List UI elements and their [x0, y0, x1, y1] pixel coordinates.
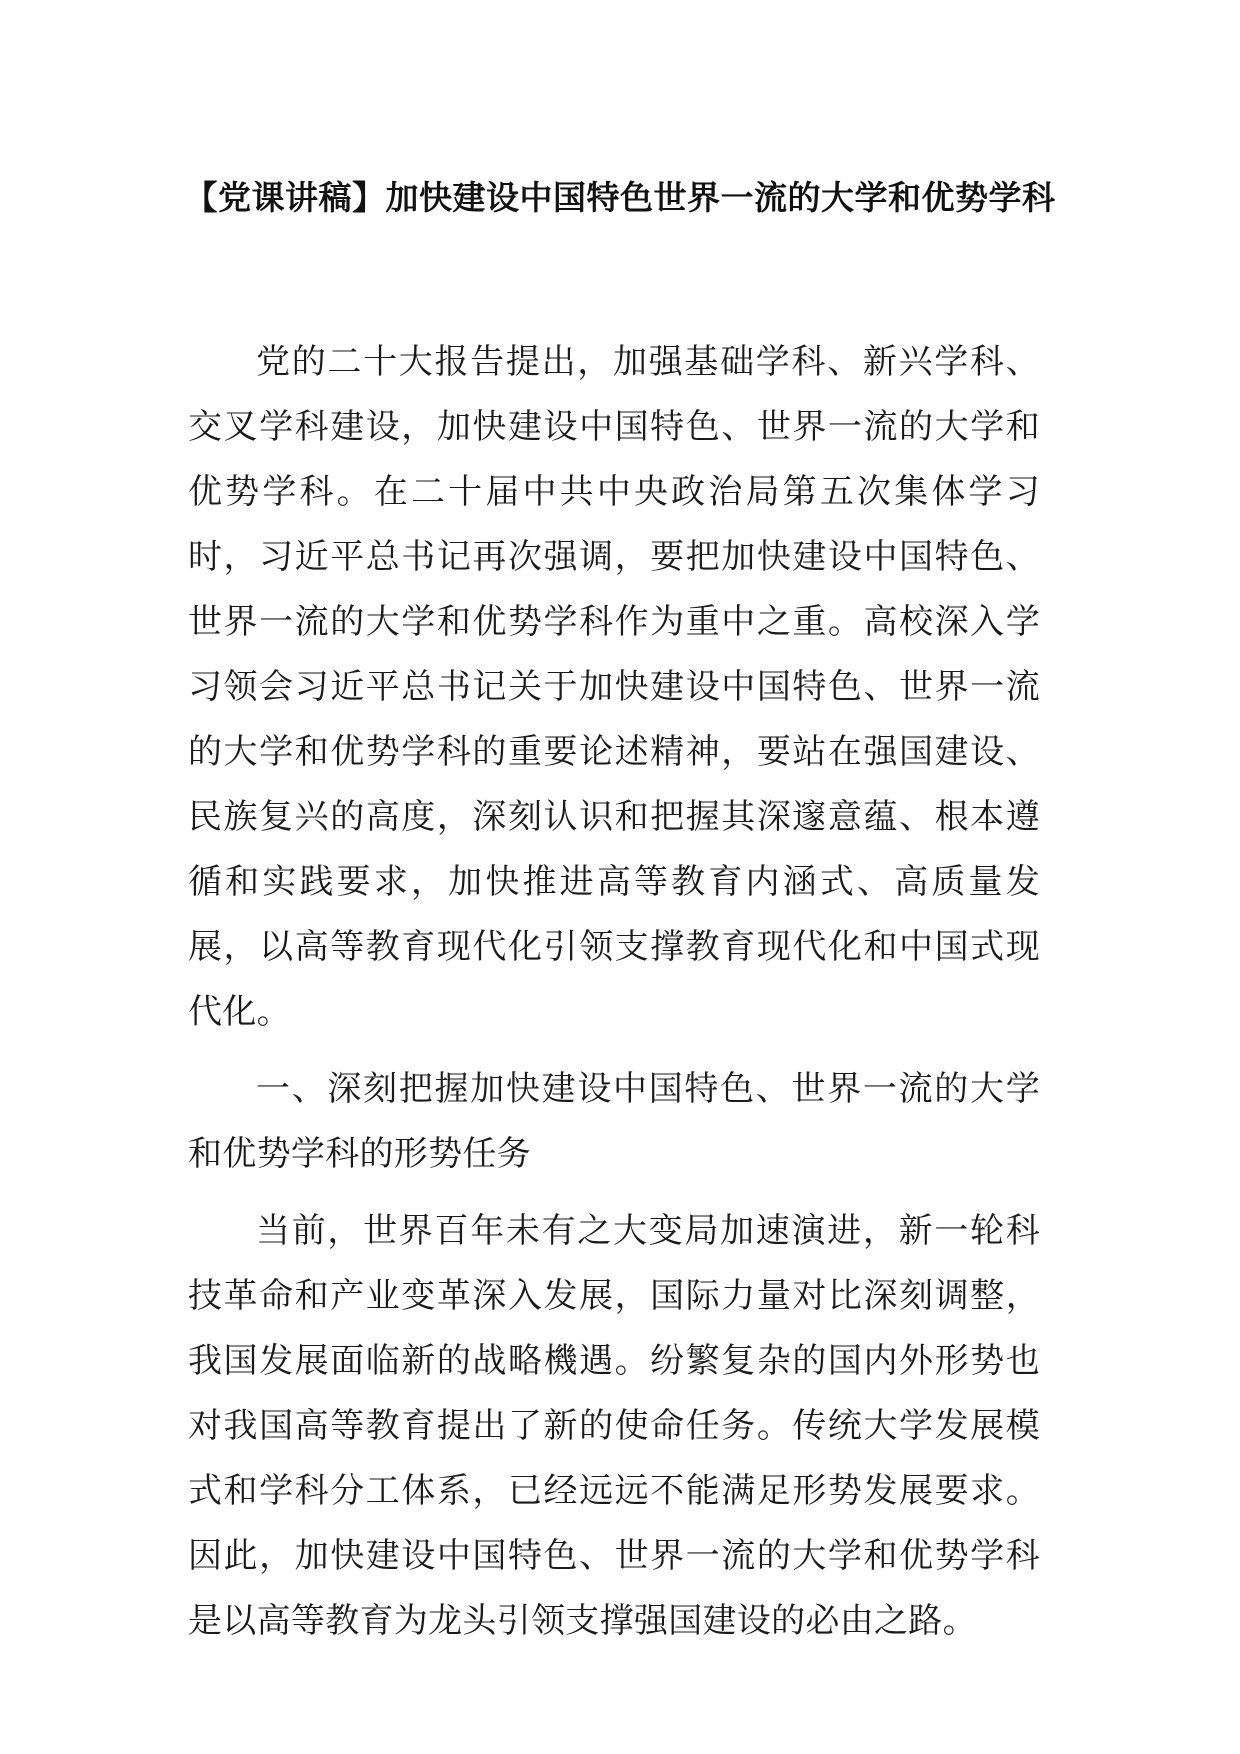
- paragraph-situation: 当前，世界百年未有之大变局加速演进，新一轮科技革命和产业变革深入发展，国际力量对比深刻调整，我国发展面临新的战略機遇。纷繁复杂的国内外形势也对我国高等教育提出了新的使命任务。传统大学发展模式和学科分工体系，已经远远不能满足形势发展要求。因此，加快建设中国特色、世界一流的大学和优势学科是以高等教育为龙头引领支撑强国建设的必由之路。: [188, 1211, 1040, 1641]
- document-body: [188, 330, 1040, 1666]
- document-title: 【党课讲稿】加快建设中国特色世界一流的大学和优势学科: [184, 178, 1056, 217]
- section-heading-1: 一、深刻把握加快建设中国特色、世界一流的大学和优势学科的形势任务: [188, 1069, 1040, 1174]
- paragraph-intro: 党的二十大报告提出，加强基础学科、新兴学科、交叉学科建设，加快建设中国特色、世界一流的大学和优势学科。在二十届中共中央政治局第五次集体学习时，习近平总书记再次强调，要把加快建设中国特色、世界一流的大学和优势学科作为重中之重。高校深入学习领会习近平总书记关于加快建设中国特色、世界一流的大学和优势学科的重要论述精神，要站在强国建设、民族复兴的高度，深刻认识和把握其深邃意蕴、根本遵循和实践要求，加快推进高等教育内涵式、高质量发展，以高等教育现代化引领支撑教育现代化和中国式现代化。: [188, 342, 1040, 1032]
